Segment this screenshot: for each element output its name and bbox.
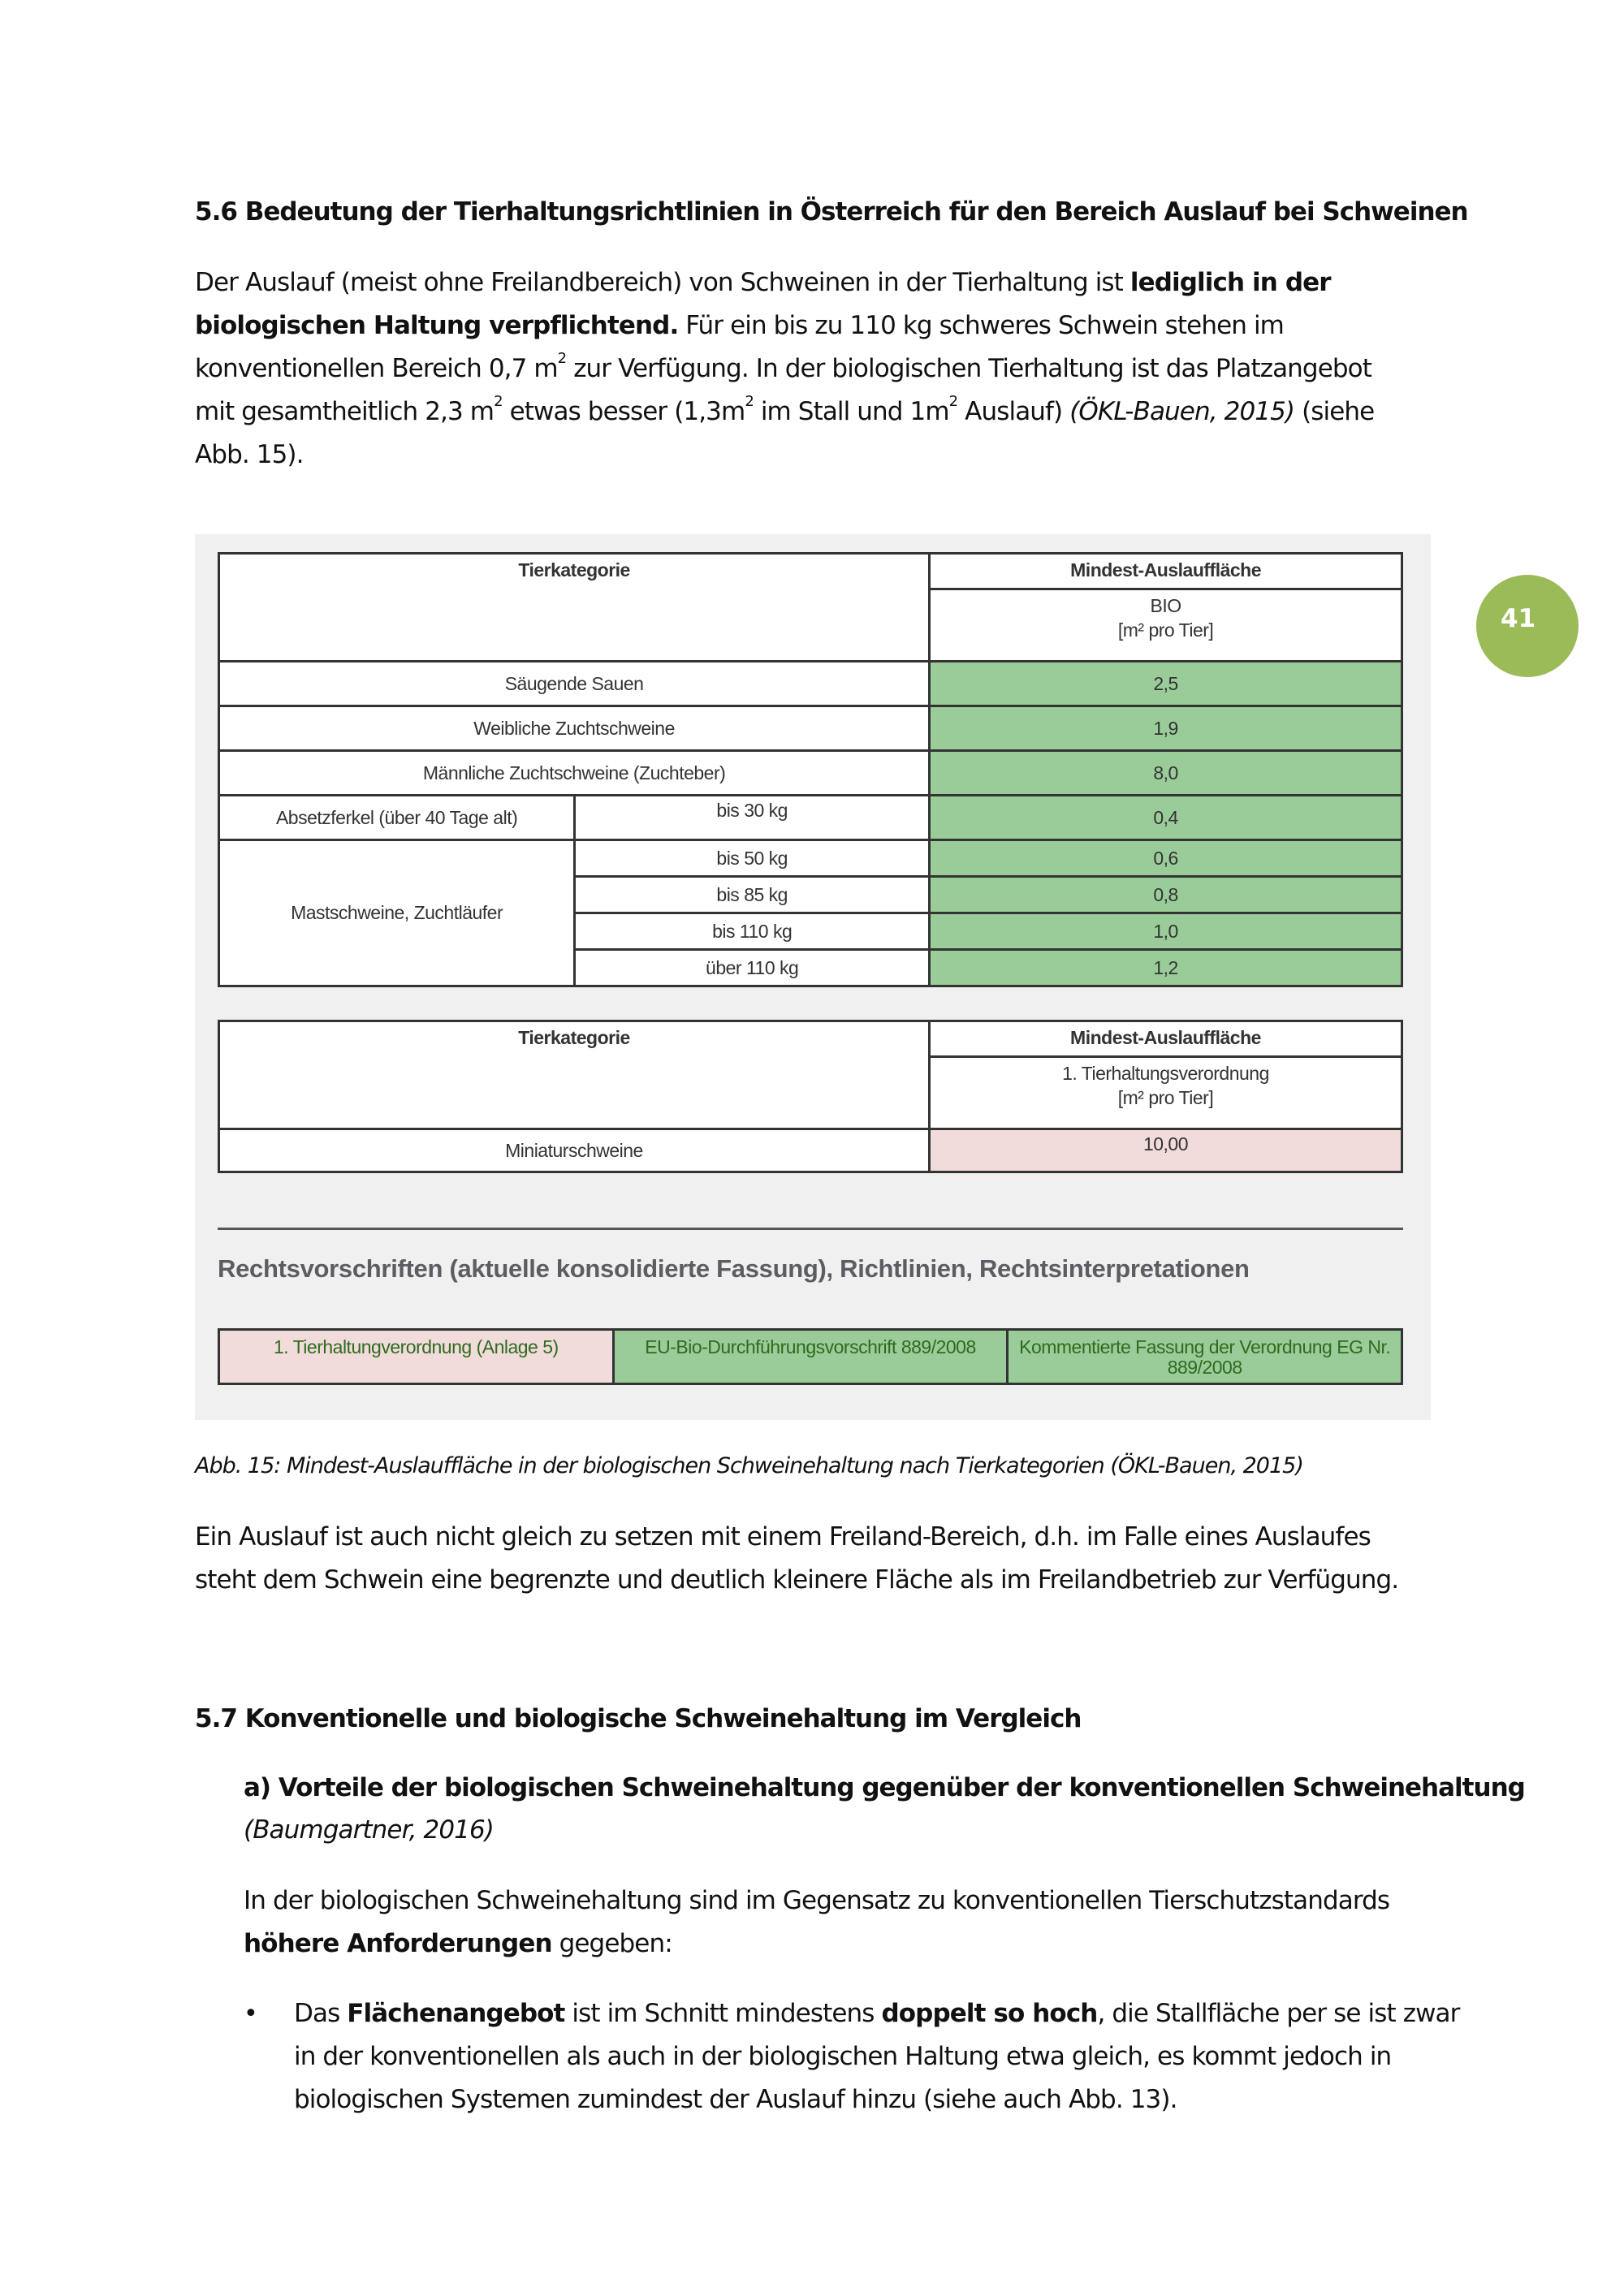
text: mit gesamtheitlich 2,3 m (195, 397, 495, 426)
value-cell: 2,5 (930, 662, 1402, 706)
bio-area-table (218, 552, 1403, 987)
text: , die Stallfläche per se ist zwar (1097, 1999, 1460, 2028)
text: Das (294, 1999, 348, 2028)
sub-heading-a: a) Vorteile der biologischen Schweinehaltung gegenüber der konventionellen Schweinehaltung (244, 1773, 1525, 1802)
table-row (219, 662, 1402, 706)
bullet-item (294, 1992, 1459, 2121)
value-cell: 0,8 (930, 877, 1402, 913)
citation: (ÖKL-Bauen, 2015) (1069, 397, 1295, 426)
category-cell: Miniaturschweine (219, 1129, 930, 1172)
header-mindest-auslaufflaeche: Mindest-Auslauffläche (930, 554, 1402, 589)
text: im Stall und 1m (753, 397, 949, 426)
table-row (219, 840, 1402, 877)
link-eu-bio-durchfuehrungsvorschrift[interactable]: EU-Bio-Durchführungsvorschrift 889/2008 (612, 1331, 1007, 1383)
paragraph-line (195, 391, 1374, 434)
legal-heading: Rechtsvorschriften (aktuelle konsolidierte Fassung), Richtlinien, Rechtsinterpretationen (218, 1254, 1250, 1283)
weight-cell: bis 110 kg (575, 913, 930, 950)
paragraph-line: biologischen Systemen zumindest der Auslauf hinzu (siehe auch Abb. 13). (294, 2085, 1177, 2114)
superscript: 2 (557, 350, 567, 367)
link-kommentierte-fassung[interactable]: Kommentierte Fassung der Verordnung EG Nr. 889/2008 (1006, 1331, 1401, 1383)
table-row (219, 751, 1402, 796)
figure-caption: Abb. 15: Mindest-Auslauffläche in der biologischen Schweinehaltung nach Tierkategorien (ÖKL-Bauen, 2015) (195, 1453, 1303, 1478)
value-cell: 8,0 (930, 751, 1402, 796)
header-unit: [m² pro Tier] (1117, 1087, 1214, 1108)
superscript: 2 (494, 393, 503, 410)
superscript: 2 (745, 393, 754, 410)
category-cell: Mastschweine, Zuchtläufer (219, 840, 575, 986)
header-mindest-auslaufflaeche: Mindest-Auslauffläche (929, 1021, 1402, 1057)
bold-text: biologischen Haltung verpflichtend. (195, 311, 679, 340)
citation: (Baumgartner, 2016) (244, 1815, 494, 1845)
text: ist im Schnitt mindestens (564, 1999, 882, 2028)
table-row (219, 796, 1402, 840)
category-cell: Weibliche Zuchtschweine (219, 706, 930, 751)
bold-text: lediglich in der (1129, 268, 1331, 297)
paragraph-line (195, 347, 1374, 391)
sub-heading-citation (244, 1809, 494, 1852)
weight-cell: bis 50 kg (575, 840, 930, 877)
table-row (219, 706, 1402, 751)
paragraph-line: Ein Auslauf ist auch nicht gleich zu setzen mit einem Freiland-Bereich, d.h. im Falle eines Auslaufes (195, 1522, 1371, 1552)
tvo-area-table (218, 1020, 1403, 1173)
link-tierhaltungsverordnung[interactable]: 1. Tierhaltungverordnung (Anlage 5) (220, 1331, 612, 1383)
section-heading-5-6: 5.6 Bedeutung der Tierhaltungsrichtlinien in Österreich für den Bereich Auslauf bei Schweinen (195, 197, 1468, 227)
value-cell: 1,9 (930, 706, 1402, 751)
page-number-badge (1476, 575, 1579, 677)
paragraph-line (294, 1992, 1459, 2035)
paragraph-line: In der biologischen Schweinehaltung sind im Gegensatz zu konventionellen Tierschutzstandards (244, 1886, 1390, 1915)
value-cell: 0,6 (930, 840, 1402, 877)
superscript: 2 (948, 393, 958, 410)
value-cell: 1,2 (930, 950, 1402, 986)
legal-separator (218, 1228, 1403, 1230)
text: zur Verfügung. In der biologischen Tierhaltung ist das Platzangebot (566, 354, 1371, 383)
header-tierkategorie: Tierkategorie (219, 554, 930, 662)
paragraph-line (195, 304, 1374, 347)
paragraph-line: Abb. 15). (195, 440, 304, 469)
text: etwas besser (1,3m (502, 397, 745, 426)
paragraph-line (244, 1923, 1389, 1966)
legal-links (218, 1328, 1403, 1385)
text: Der Auslauf (meist ohne Freilandbereich) von Schweinen in der Tierhaltung ist (195, 268, 1130, 297)
bullet-icon: • (244, 2000, 257, 2028)
table-row (219, 1129, 1402, 1172)
header-bio: BIO (1150, 595, 1181, 616)
header-bio-unit (930, 589, 1402, 662)
bold-text: doppelt so hoch (881, 1999, 1098, 2028)
header-tvo-unit (929, 1057, 1402, 1129)
value-cell: 0,4 (930, 796, 1402, 840)
category-cell: Absetzferkel (über 40 Tage alt) (219, 796, 575, 840)
value-cell: 10,00 (929, 1129, 1402, 1172)
paragraph-line: steht dem Schwein eine begrenzte und deutlich kleinere Fläche als im Freilandbetrieb zur Verfügung. (195, 1565, 1399, 1595)
weight-cell: bis 30 kg (575, 796, 930, 840)
bold-text: höhere Anforderungen (244, 1929, 552, 1958)
paragraph-auslauf (195, 1516, 1398, 1602)
weight-cell: bis 85 kg (575, 877, 930, 913)
intro-paragraph (244, 1880, 1389, 1966)
header-tvo: 1. Tierhaltungsverordnung (1062, 1063, 1269, 1084)
bold-text: Flächenangebot (347, 1999, 565, 2028)
value-cell: 1,0 (930, 913, 1402, 950)
section-5-6-paragraph (195, 261, 1374, 477)
text: Für ein bis zu 110 kg schweres Schwein stehen im (678, 311, 1284, 340)
text: gegeben: (551, 1929, 672, 1958)
header-tierkategorie: Tierkategorie (219, 1021, 930, 1129)
header-unit: [m² pro Tier] (1117, 619, 1214, 641)
category-cell: Männliche Zuchtschweine (Zuchteber) (219, 751, 930, 796)
text: (siehe (1294, 397, 1375, 426)
text: Auslauf) (957, 397, 1070, 426)
page-number: 41 (1501, 604, 1536, 633)
section-heading-5-7: 5.7 Konventionelle und biologische Schweinehaltung im Vergleich (195, 1704, 1082, 1733)
weight-cell: über 110 kg (575, 950, 930, 986)
paragraph-line: in der konventionellen als auch in der biologischen Haltung etwa gleich, es kommt jedoch in (294, 2042, 1392, 2071)
paragraph-line (195, 261, 1374, 304)
text: konventionellen Bereich 0,7 m (195, 354, 558, 383)
category-cell: Säugende Sauen (219, 662, 930, 706)
